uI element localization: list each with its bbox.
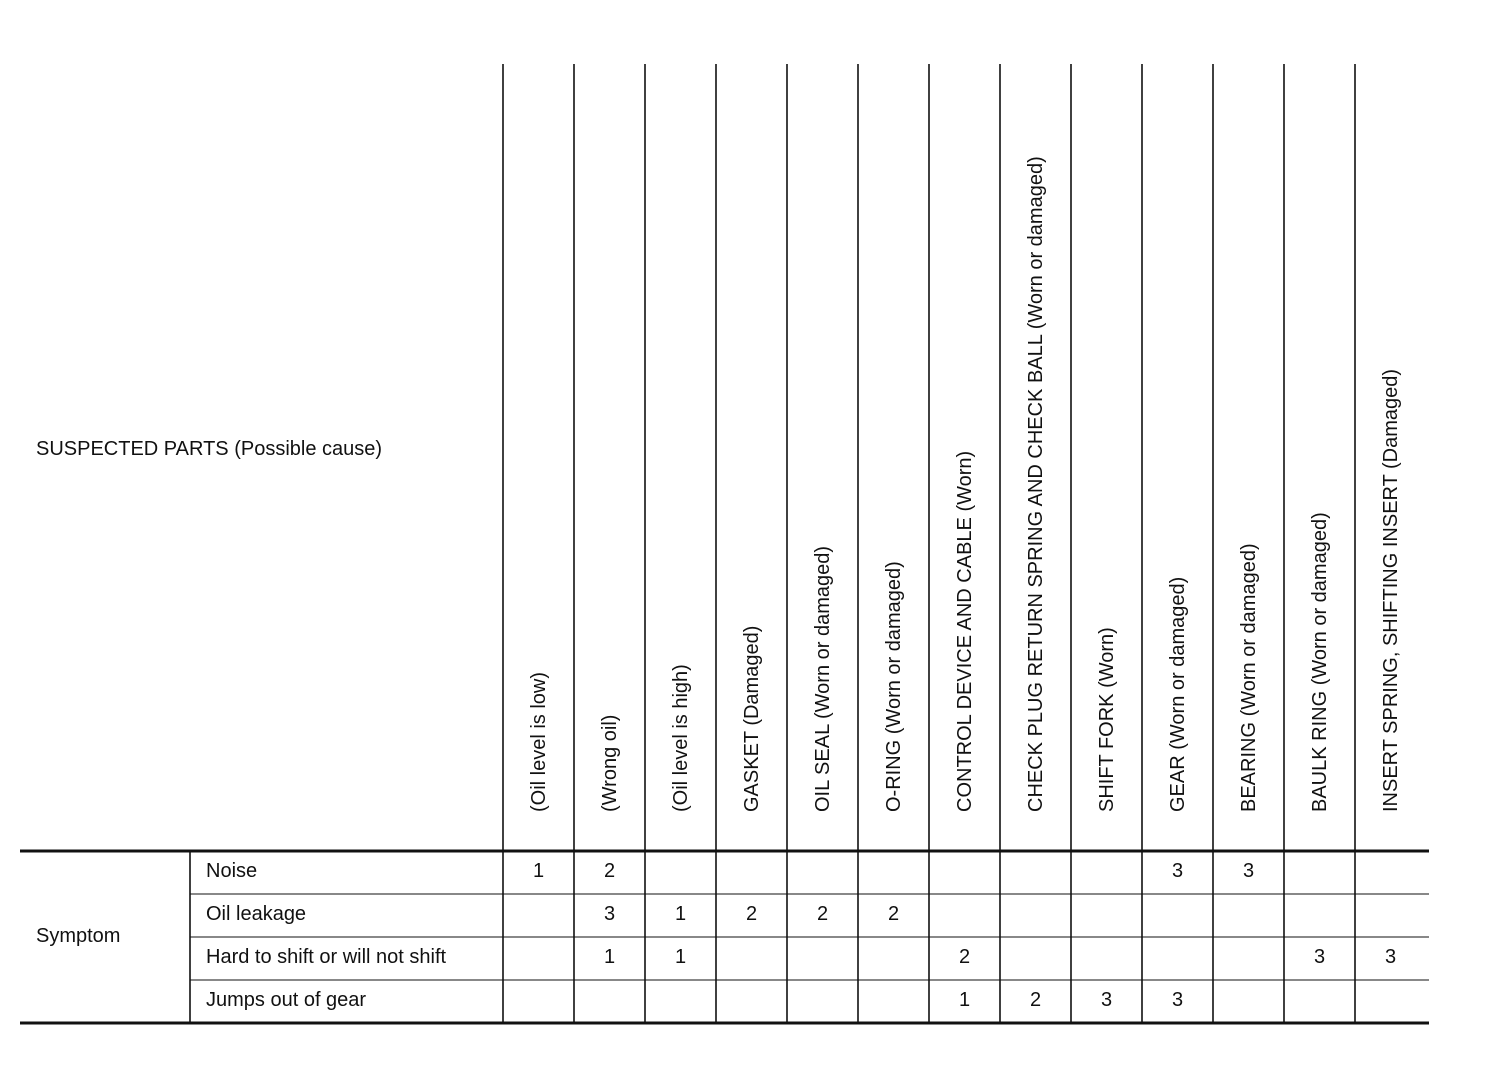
table-cell-value: 2 — [887, 903, 900, 925]
column-header-label: GASKET (Damaged) — [740, 625, 763, 812]
row-label-jumps-out-of-gear: Jumps out of gear — [206, 989, 367, 1011]
column-header-control-device — [929, 64, 1000, 850]
table-cell-value: 3 — [1313, 946, 1326, 968]
column-header-baulk-ring — [1284, 64, 1355, 850]
column-header-label: OIL SEAL (Worn or damaged) — [811, 545, 834, 812]
row-label-hard-to-shift: Hard to shift or will not shift — [206, 946, 447, 968]
table-cell-value: 3 — [1171, 860, 1184, 882]
table-cell-value: 1 — [603, 946, 616, 968]
column-header-label: INSERT SPRING, SHIFTING INSERT (Damaged) — [1379, 368, 1402, 812]
column-header-oil-level-high — [645, 64, 716, 850]
column-header-label: BEARING (Worn or damaged) — [1237, 543, 1260, 812]
column-header-o-ring — [858, 64, 929, 850]
column-header-insert-spring — [1355, 64, 1426, 850]
column-header-label: BAULK RING (Worn or damaged) — [1308, 512, 1331, 812]
table-cell-value: 2 — [745, 903, 758, 925]
column-header-gear — [1142, 64, 1213, 850]
table-cell-value: 3 — [1100, 989, 1113, 1011]
column-header-label: SHIFT FORK (Worn) — [1095, 627, 1118, 812]
column-header-gasket — [716, 64, 787, 850]
column-header-bearing — [1213, 64, 1284, 850]
column-header-label: O-RING (Worn or damaged) — [882, 561, 905, 812]
table-cell-value: 2 — [816, 903, 829, 925]
column-header-label: (Oil level is high) — [669, 664, 692, 812]
table-cell-value: 1 — [532, 860, 545, 882]
table-title: SUSPECTED PARTS (Possible cause) — [36, 438, 383, 460]
column-header-wrong-oil — [574, 64, 645, 850]
table-cell-value: 3 — [1242, 860, 1255, 882]
table-cell-value: 3 — [1171, 989, 1184, 1011]
column-header-shift-fork — [1071, 64, 1142, 850]
column-header-label: CHECK PLUG RETURN SPRING AND CHECK BALL (Worn or damaged) — [1024, 156, 1047, 812]
column-header-label: CONTROL DEVICE AND CABLE (Worn) — [953, 450, 976, 812]
column-header-check-plug — [1000, 64, 1071, 850]
table-cell-value: 1 — [958, 989, 971, 1011]
column-header-oil-level-low — [503, 64, 574, 850]
table-cell-value: 2 — [1029, 989, 1042, 1011]
row-label-noise: Noise — [206, 860, 258, 882]
table-cell-value: 3 — [1384, 946, 1397, 968]
table-cell-value: 2 — [958, 946, 971, 968]
table-cell-value: 1 — [674, 946, 687, 968]
column-header-oil-seal — [787, 64, 858, 850]
column-header-label: (Wrong oil) — [598, 714, 621, 812]
table-cell-value: 3 — [603, 903, 616, 925]
table-cell-value: 1 — [674, 903, 687, 925]
column-header-label: (Oil level is low) — [527, 671, 550, 812]
symptom-label: Symptom — [36, 925, 121, 947]
row-label-oil-leakage: Oil leakage — [206, 903, 307, 925]
column-header-label: GEAR (Worn or damaged) — [1166, 576, 1189, 812]
table-cell-value: 2 — [603, 860, 616, 882]
